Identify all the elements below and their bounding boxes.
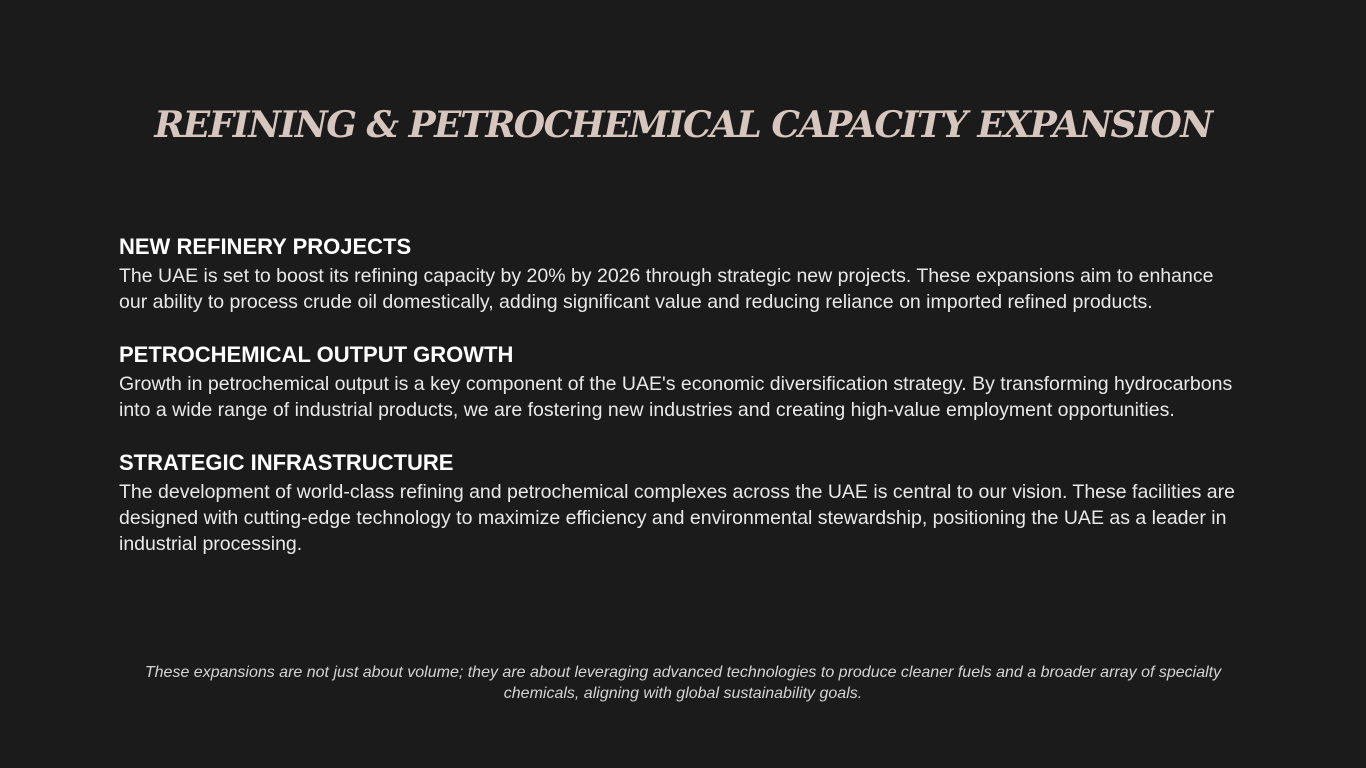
footnote: These expansions are not just about volume; they are about leveraging advanced technologies to produce cleaner fuels and a broader array of specialty chemicals, aligning with global sustainability goals. <box>144 664 1222 702</box>
section-petrochemical-output-growth <box>119 341 1244 423</box>
section-new-refinery-projects <box>119 233 1244 315</box>
section-body: The UAE is set to boost its refining capacity by 20% by 2026 through strategic new projects. These expansions aim to enhance our ability to process crude oil domestically, adding significant value and reducing reliance on imported refined products. <box>119 265 1214 313</box>
section-heading: PETROCHEMICAL OUTPUT GROWTH <box>119 342 514 367</box>
sections-container <box>119 233 1244 583</box>
slide-title: REFINING & PETROCHEMICAL CAPACITY EXPANSION <box>154 104 1212 146</box>
section-strategic-infrastructure <box>119 449 1244 557</box>
section-heading: STRATEGIC INFRASTRUCTURE <box>119 450 454 475</box>
section-body: Growth in petrochemical output is a key component of the UAE's economic diversification strategy. By transforming hydrocarbons into a wide range of industrial products, we are fostering new industries and creating high-value employment opportunities. <box>119 373 1233 421</box>
section-body: The development of world-class refining and petrochemical complexes across the UAE is central to our vision. These facilities are designed with cutting-edge technology to maximize efficiency and environmental stewardship, positioning the UAE as a leader in industrial processing. <box>119 481 1235 555</box>
section-heading: NEW REFINERY PROJECTS <box>119 234 412 259</box>
